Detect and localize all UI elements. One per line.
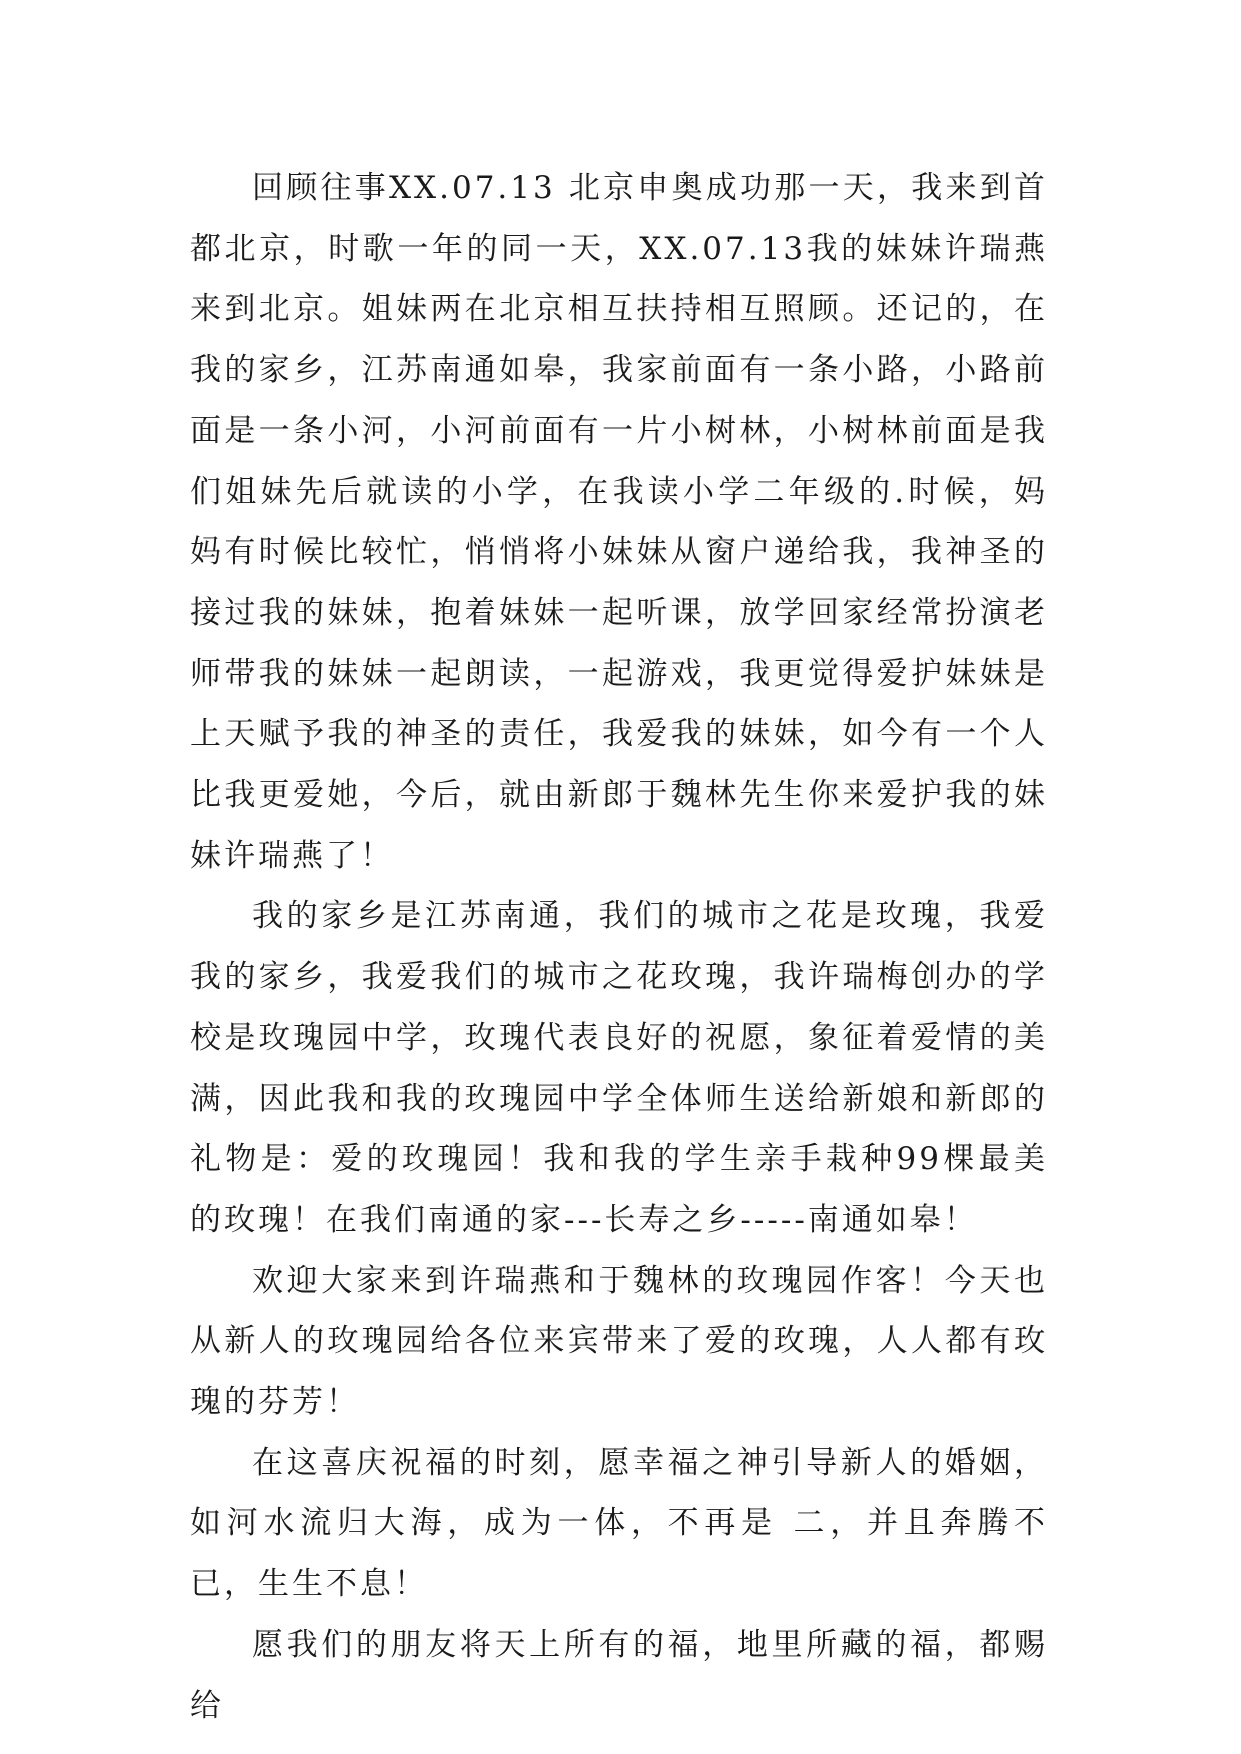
paragraph-wish: 愿我们的朋友将天上所有的福，地里所藏的福，都赐给 [190,1626,1048,1724]
paragraph-blessing: 在这喜庆祝福的时刻，愿幸福之神引导新人的婚姻，如河水流归大海，成为一体，不再是 二，并且奔腾不已，生生不息！ [190,1444,1048,1603]
document-body [190,158,1048,1736]
paragraph-memories: 回顾往事XX.07.13 北京申奥成功那一天，我来到首都北京，时歌一年的同一天，XX.07.13我的妹妹许瑞燕来到北京。姐妹两在北京相互扶持相互照顾。还记的，在我的家乡，江苏南通如皋，我家前面有一条小路，小路前面是一条小河，小河前面有一片小树林，小树林前面是我们姐妹先后就读的小学，在我读小学二年级的.时候，妈妈有时候比较忙，悄悄将小妹妹从窗户递给我，我神圣的接过我的妹妹，抱着妹妹一起听课，放学回家经常扮演老师带我的妹妹一起朗读，一起游戏，我更觉得爱护妹妹是上天赋予我的神圣的责任，我爱我的妹妹，如今有一个人比我更爱她，今后，就由新郎于魏林先生你来爱护我的妹妹许瑞燕了！ [190,170,1048,874]
paragraph-hometown-rose: 我的家乡是江苏南通，我们的城市之花是玫瑰，我爱我的家乡，我爱我们的城市之花玫瑰，我许瑞梅创办的学校是玫瑰园中学，玫瑰代表良好的祝愿，象征着爱情的美满，因此我和我的玫瑰园中学全体师生送给新娘和新郎的礼物是：爱的玫瑰园！我和我的学生亲手栽种99棵最美的玫瑰！在我们南通的家---长寿之乡-----南通如皋！ [190,898,1048,1238]
paragraph-welcome: 欢迎大家来到许瑞燕和于魏林的玫瑰园作客！今天也从新人的玫瑰园给各位来宾带来了爱的玫瑰，人人都有玫瑰的芬芳！ [190,1262,1048,1421]
